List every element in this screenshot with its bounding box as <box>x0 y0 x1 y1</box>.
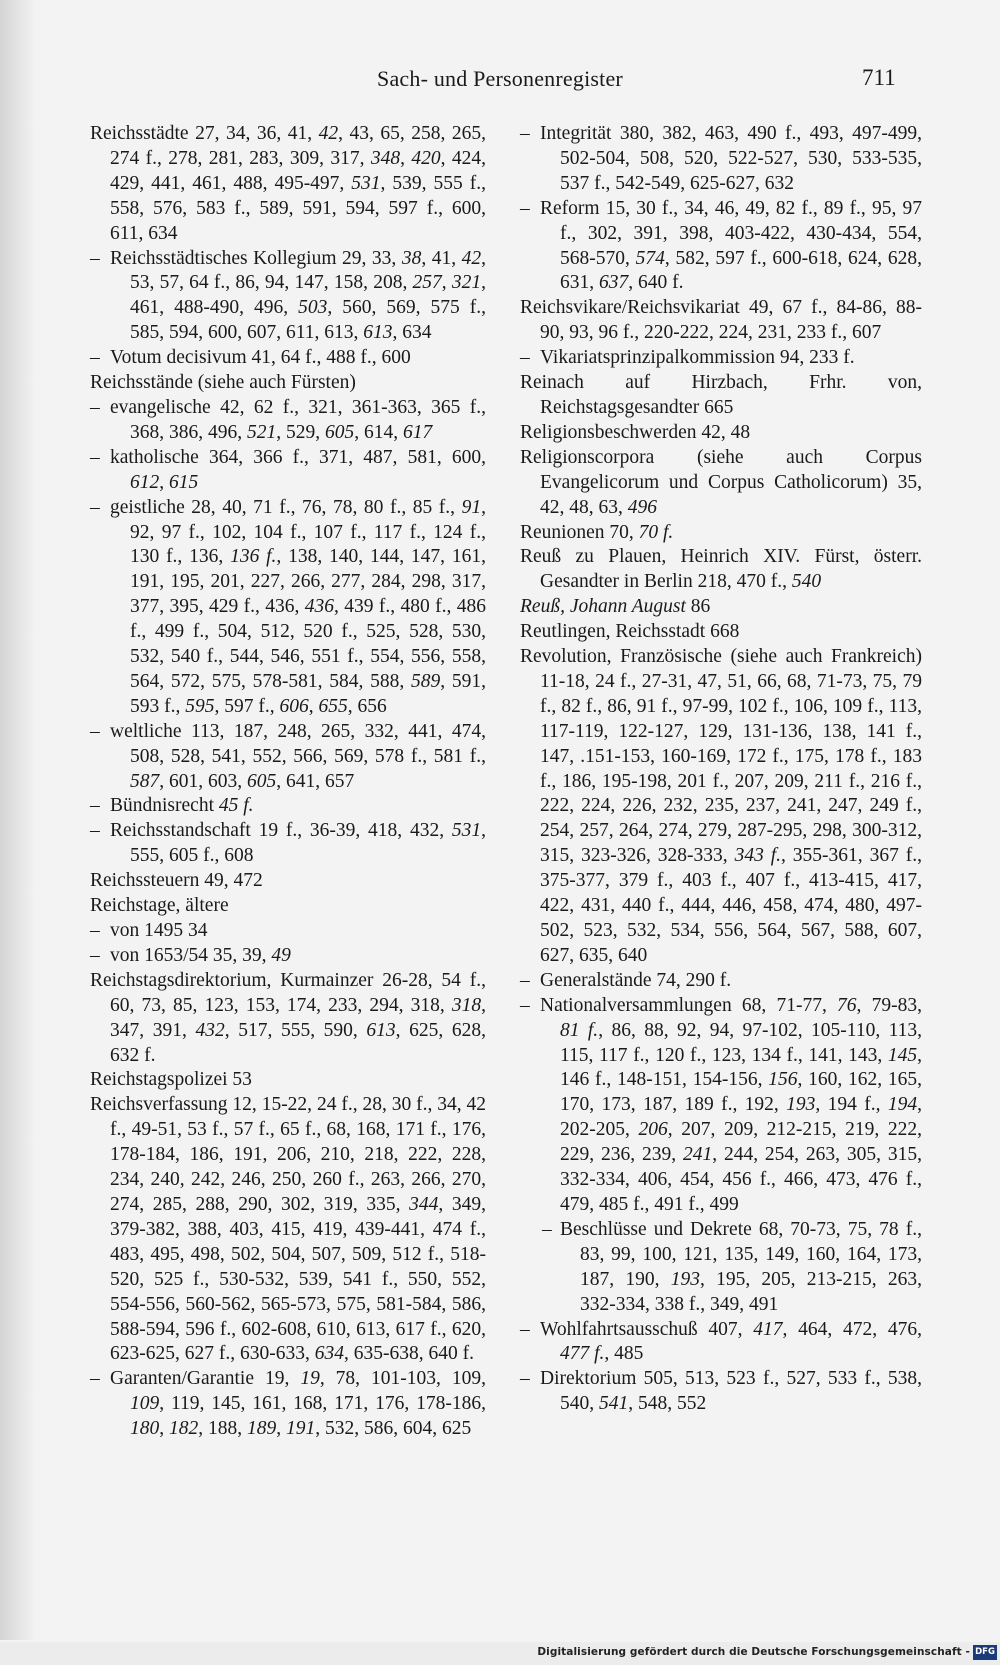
index-entry <box>90 446 486 496</box>
page-number: 711 <box>862 65 896 90</box>
index-entry <box>90 346 486 371</box>
index-entry: Reichsstädte 27, 34, 36, 41, 42, 43, 65, 258, 265, 274 f., 278, 281, 283, 309, 317, 348, 420, 424, 429, 441, 461, 488, 495-497, 531, 539, 555 f., 558, 576, 583 f., 589, 591, 594, 597 f., 600, 611, 634 <box>90 123 486 244</box>
subentry-dash: – <box>520 969 530 991</box>
dfg-logo-icon: DFG <box>973 1645 997 1660</box>
index-entry-text: geistliche 28, 40, 71 f., 76, 78, 80 f., 85 f., 91, 92, 97 f., 102, 104 f., 107 f., 117 f., 124 f., 130 f., 136, 136 f., 138, 140, 144, 147, 161, 191, 195, 201, 227, 266, 277, 284, 298, 317, 377, 395, 429 f., 436, 436, 439 f., 480 f., 486 f., 499 f., 504, 512, 520 f., 525, 528, 530, 532, 540 f., 544, 546, 551 f., 554, 556, 558, 564, 572, 575, 578-581, 584, 588, 589, 591, 593 f., 595, 597 f., 606, 655, 656 <box>110 496 486 717</box>
index-column-right <box>520 122 922 1417</box>
index-entry <box>520 1367 922 1417</box>
index-entry: Religionsbeschwerden 42, 48 <box>520 421 751 443</box>
index-entry: Reuß, Johann August 86 <box>520 596 711 618</box>
index-entry-text: Reform 15, 30 f., 34, 46, 49, 82 f., 89 f., 95, 97 f., 302, 391, 398, 403-422, 430-434, 554, 568-570, 574, 582, 597 f., 600-618, 624, 628, 631, 637, 640 f. <box>540 197 922 294</box>
index-entry-text: katholische 364, 366 f., 371, 487, 581, 600, 612, 615 <box>110 446 486 493</box>
index-entry: Reuß zu Plauen, Heinrich XIV. Fürst, österr. Gesandter in Berlin 218, 470 f., 540 <box>520 546 922 593</box>
subentry-dash: – <box>90 1368 100 1390</box>
index-entry-text: Wohlfahrtsausschuß 407, 417, 464, 472, 476, 477 f., 485 <box>540 1318 922 1365</box>
subentry-dash: – <box>520 123 530 144</box>
index-entry: Reichstagsdirektorium, Kurmainzer 26-28, 54 f., 60, 73, 85, 123, 153, 174, 233, 294, 318, 318, 347, 391, 432, 517, 555, 590, 613, 625, 628, 632 f. <box>90 969 486 1066</box>
index-entry-text: Generalstände 74, 290 f. <box>540 969 732 991</box>
index-entry <box>520 1218 922 1318</box>
index-entry-text: Integrität 380, 382, 463, 490 f., 493, 497-499, 502-504, 508, 520, 522-527, 530, 533-535, 537 f., 542-549, 625-627, 632 <box>540 123 922 194</box>
subentry-dash: – <box>90 247 100 269</box>
index-entry-text: Reichsstädtisches Kollegium 29, 33, 38, 41, 42, 53, 57, 64 f., 86, 94, 147, 158, 208, 257, 321, 461, 488-490, 496, 503, 560, 569, 575 f., 585, 594, 600, 607, 611, 613, 613, 634 <box>110 247 487 344</box>
index-entry <box>90 944 486 969</box>
index-entry-text: Vikariatsprinzipalkommission 94, 233 f. <box>540 347 855 369</box>
index-entry <box>90 720 486 795</box>
index-entry <box>520 346 922 371</box>
index-entry <box>90 819 486 869</box>
index-entry: Reichsvikare/Reichsvikariat 49, 67 f., 84-86, 88-90, 93, 96 f., 220-222, 224, 231, 233 f., 607 <box>520 297 922 344</box>
index-entry-text: Garanten/Garantie 19, 19, 78, 101-103, 109, 109, 119, 145, 161, 168, 171, 176, 178-186, 180, 182, 188, 189, 191, 532, 586, 604, 625 <box>110 1368 486 1440</box>
subentry-dash: – <box>90 446 100 468</box>
index-entry: Reinach auf Hirzbach, Frhr. von, Reichstagsgesandter 665 <box>520 372 922 418</box>
index-entry: Reunionen 70, 70 f. <box>520 521 674 543</box>
index-entry: Religionscorpora (siehe auch Corpus Evangelicorum und Corpus Catholicorum) 35, 42, 48, 63, 496 <box>520 446 922 518</box>
index-entry-text: Reichsstandschaft 19 f., 36-39, 418, 432, 531, 555, 605 f., 608 <box>110 820 486 867</box>
digitization-footer <box>0 1642 1000 1665</box>
index-entry <box>90 247 486 347</box>
running-header-title: Sach- und Personenregister <box>377 66 623 91</box>
subentry-dash: – <box>90 920 100 941</box>
index-entry <box>90 1367 486 1442</box>
index-entry-text: Votum decisivum 41, 64 f., 488 f., 600 <box>110 347 411 369</box>
index-entry-text: von 1653/54 35, 39, 49 <box>110 944 291 966</box>
index-entry: Revolution, Französische (siehe auch Frankreich) 11-18, 24 f., 27-31, 47, 51, 66, 68, 71-73, 75, 79 f., 82 f., 86, 91 f., 97-99, 102 f., 106, 109 f., 113, 117-119, 122-127, 129, 131-136, 138, 141 f., 147, .151-153, 160-169, 172 f., 175, 178 f., 183 f., 186, 195-198, 201 f., 207, 209, 211 f., 216 f., 222, 224, 226, 232, 235, 237, 241, 247, 249 f., 254, 257, 264, 274, 279, 287-295, 298, 300-312, 315, 323-326, 328-333, 343 f., 355-361, 367 f., 375-377, 379 f., 403 f., 407 f., 413-415, 417, 422, 431, 440 f., 444, 446, 458, 474, 480, 497-502, 523, 532, 534, 556, 564, 567, 588, 607, 627, 635, 640 <box>520 646 922 966</box>
index-entry <box>90 496 486 720</box>
subentry-dash: – <box>520 347 530 369</box>
index-entry <box>90 794 486 819</box>
subentry-dash: – <box>90 795 100 817</box>
index-entry-text: evangelische 42, 62 f., 321, 361-363, 365 f., 368, 386, 496, 521, 529, 605, 614, 617 <box>110 396 486 443</box>
subentry-dash: – <box>90 396 100 418</box>
scan-edge-shadow <box>0 0 36 1640</box>
index-entry: Reichstagspolizei 53 <box>90 1069 252 1091</box>
index-entry-text: Direktorium 505, 513, 523 f., 527, 533 f., 538, 540, 541, 548, 552 <box>540 1368 922 1415</box>
index-entry <box>90 919 486 944</box>
subentry-dash: – <box>90 944 100 966</box>
index-entry: Reichsstände (siehe auch Fürsten) <box>90 372 356 394</box>
index-entry <box>520 969 922 994</box>
index-entry <box>520 122 922 197</box>
index-entry <box>520 994 922 1218</box>
index-entry-text: weltliche 113, 187, 248, 265, 332, 441, 474, 508, 528, 541, 552, 566, 569, 578 f., 581 f., 587, 601, 603, 605, 641, 657 <box>110 720 486 792</box>
index-entry: Reichstage, ältere <box>90 895 229 917</box>
subentry-dash: – <box>90 347 100 369</box>
subentry-dash: – <box>90 720 100 742</box>
subentry-dash: – <box>520 197 530 219</box>
index-entry <box>520 1318 922 1368</box>
index-entry-text: von 1495 34 <box>110 920 208 941</box>
footer-credit-text: Digitalisierung gefördert durch die Deutsche Forschungsgemeinschaft - <box>537 1646 970 1658</box>
index-entry-text: Bündnisrecht 45 f. <box>110 795 254 817</box>
index-entry <box>90 396 486 446</box>
index-entry-text: Beschlüsse und Dekrete 68, 70-73, 75, 78 f., 83, 99, 100, 121, 135, 149, 160, 164, 173, 187, 190, 193, 195, 205, 213-215, 263, 332-334, 338 f., 349, 491 <box>560 1218 923 1315</box>
subentry-dash: – <box>520 1368 530 1390</box>
subentry-dash: – <box>542 1218 552 1240</box>
index-column-left <box>90 122 486 1442</box>
index-entry-text: Nationalversammlungen 68, 71-77, 76, 79-83, 81 f., 86, 88, 92, 94, 97-102, 105-110, 113, 115, 117 f., 120 f., 123, 134 f., 141, 143, 145, 146 f., 148-151, 154-156, 156, 160, 162, 165, 170, 173, 187, 189 f., 192, 193, 194 f., 194, 202-205, 206, 207, 209, 212-215, 219, 222, 229, 236, 239, 241, 244, 254, 263, 305, 315, 332-334, 406, 454, 456 f., 466, 473, 476 f., 479, 485 f., 491 f., 499 <box>540 994 923 1215</box>
index-entry: Reichssteuern 49, 472 <box>90 870 263 892</box>
subentry-dash: – <box>520 1318 530 1340</box>
index-entry <box>520 197 922 297</box>
subentry-dash: – <box>520 994 530 1016</box>
subentry-dash: – <box>90 496 100 518</box>
index-entry: Reichsverfassung 12, 15-22, 24 f., 28, 30 f., 34, 42 f., 49-51, 53 f., 57 f., 65 f., 68, 168, 171 f., 176, 178-184, 186, 191, 206, 210, 218, 222, 228, 234, 240, 242, 246, 250, 260 f., 263, 266, 270, 274, 285, 288, 290, 302, 319, 335, 344, 349, 379-382, 388, 403, 415, 419, 439-441, 474 f., 483, 495, 498, 502, 504, 507, 509, 512 f., 518-520, 525 f., 530-532, 539, 541 f., 550, 552, 554-556, 560-562, 565-573, 575, 581-584, 586, 588-594, 596 f., 602-608, 610, 613, 617 f., 620, 623-625, 627 f., 630-633, 634, 635-638, 640 f. <box>90 1094 486 1365</box>
subentry-dash: – <box>90 820 100 842</box>
index-entry: Reutlingen, Reichsstadt 668 <box>520 621 740 643</box>
